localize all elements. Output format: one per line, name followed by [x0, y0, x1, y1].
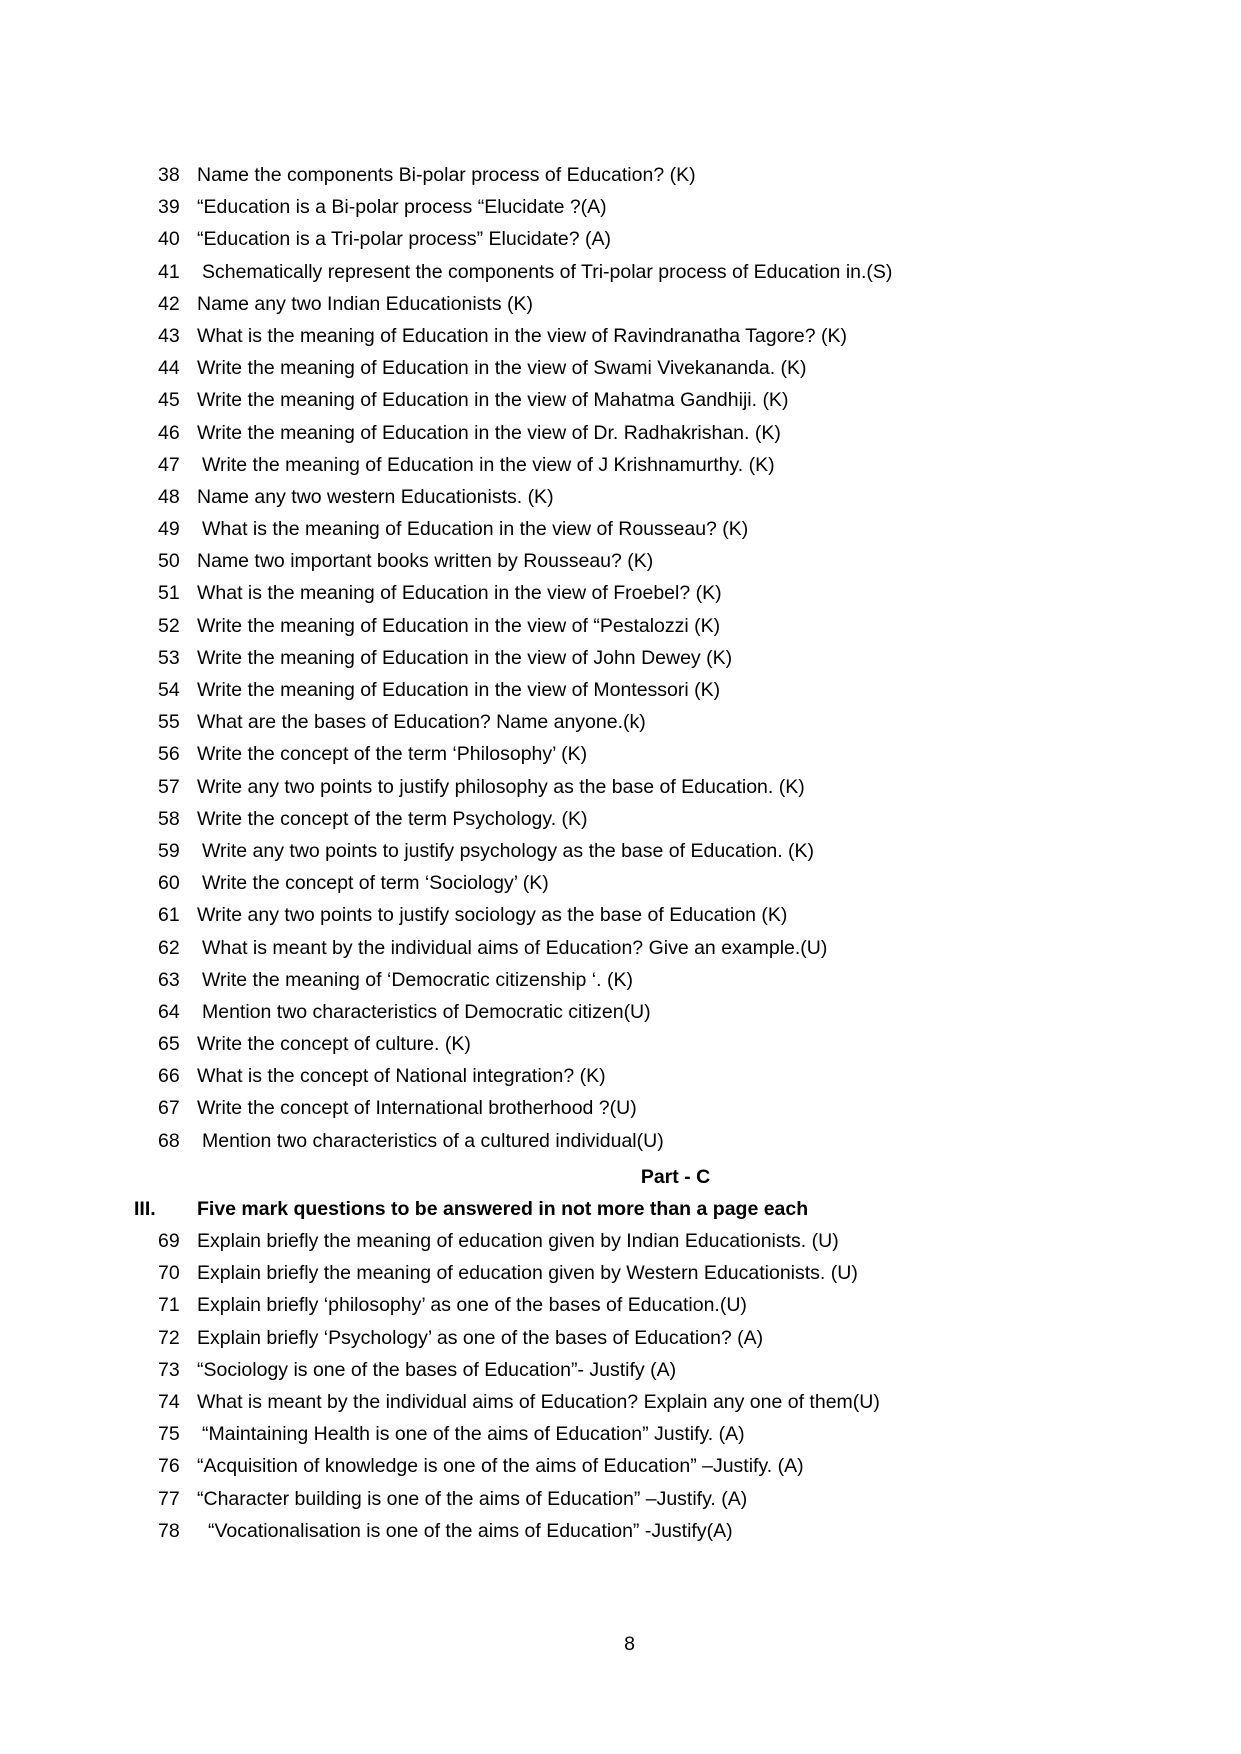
question-text: What is meant by the individual aims of Education? Give an example.(U) [202, 936, 828, 959]
part-c-heading: Part - C [640, 1166, 711, 1188]
question-number: 49 [158, 518, 180, 541]
list-item [0, 771, 1241, 803]
list-item [0, 706, 1241, 738]
question-text: What is the meaning of Education in the view of Ravindranatha Tagore? (K) [197, 324, 848, 347]
question-text: Write the meaning of Education in the view of Dr. Radhakrishan. (K) [197, 421, 781, 444]
question-text: Name the components Bi-polar process of Education? (K) [197, 164, 696, 186]
list-item [0, 738, 1241, 770]
section-title: Five mark questions to be answered in not more than a page each [197, 1198, 809, 1220]
list-item [0, 964, 1241, 996]
question-number: 51 [158, 582, 180, 605]
question-text: What is the meaning of Education in the view of Rousseau? (K) [202, 518, 749, 541]
question-text: Write any two points to justify psychology as the base of Education. (K) [202, 839, 815, 862]
question-text: Write the meaning of Education in the view of “Pestalozzi (K) [197, 614, 721, 637]
question-number: 61 [158, 904, 180, 927]
question-number: 64 [158, 1000, 180, 1023]
list-item [0, 1450, 1241, 1482]
question-number: 57 [158, 775, 180, 798]
list-item [0, 288, 1241, 320]
question-number: 53 [158, 646, 180, 669]
question-number: 65 [158, 1033, 180, 1056]
question-number: 67 [158, 1097, 180, 1120]
list-item [0, 1354, 1241, 1386]
question-text: Write the meaning of Education in the view of Montessori (K) [197, 679, 721, 701]
question-number: 50 [158, 550, 180, 573]
question-text: “Vocationalisation is one of the aims of Education” -Justify(A) [208, 1519, 733, 1542]
question-text: Explain briefly ‘philosophy’ as one of the bases of Education.(U) [197, 1294, 747, 1317]
list-item [0, 1092, 1241, 1124]
question-number: 76 [158, 1455, 180, 1478]
list-item [0, 932, 1241, 964]
question-number: 54 [158, 679, 180, 701]
question-number: 41 [158, 260, 180, 283]
question-text: Name two important books written by Rousseau? (K) [197, 550, 654, 573]
question-number: 47 [158, 453, 180, 476]
question-text: “Education is a Tri-polar process” Elucidate? (A) [197, 228, 612, 251]
question-number: 77 [158, 1487, 180, 1510]
question-number: 73 [158, 1358, 180, 1381]
question-number: 63 [158, 968, 180, 991]
question-number: 78 [158, 1519, 180, 1542]
question-number: 46 [158, 421, 180, 444]
question-number: 40 [158, 228, 180, 251]
list-item [0, 674, 1241, 706]
question-text: Explain briefly the meaning of education given by Indian Educationists. (U) [197, 1230, 839, 1252]
question-text: Write the concept of the term ‘Philosophy’ (K) [197, 743, 588, 766]
question-text: Explain briefly the meaning of education given by Western Educationists. (U) [197, 1262, 858, 1285]
question-text: What are the bases of Education? Name anyone.(k) [197, 711, 646, 734]
question-text: Write any two points to justify philosophy as the base of Education. (K) [197, 775, 805, 798]
list-item [0, 256, 1241, 288]
question-text: Write the meaning of ‘Democratic citizenship ‘. (K) [202, 968, 633, 991]
list-item [0, 417, 1241, 449]
question-text: “Maintaining Health is one of the aims of Education” Justify. (A) [202, 1423, 745, 1446]
question-number: 69 [158, 1230, 180, 1252]
question-number: 58 [158, 807, 180, 830]
question-text: What is the concept of National integration? (K) [197, 1065, 606, 1088]
list-item [0, 1125, 1241, 1157]
list-item [0, 1322, 1241, 1354]
question-text: What is the meaning of Education in the view of Froebel? (K) [197, 582, 722, 605]
list-item [0, 159, 1241, 191]
list-item [0, 835, 1241, 867]
list-item [0, 384, 1241, 416]
question-number: 42 [158, 292, 180, 315]
question-list-part-c [0, 1225, 1241, 1547]
question-number: 43 [158, 324, 180, 347]
question-text: Write any two points to justify sociology as the base of Education (K) [197, 904, 788, 927]
list-item [0, 545, 1241, 577]
question-number: 70 [158, 1262, 180, 1285]
list-item [0, 320, 1241, 352]
question-list-part-b [0, 159, 1241, 1157]
list-item [0, 1386, 1241, 1418]
question-number: 55 [158, 711, 180, 734]
section-header [0, 1195, 1241, 1223]
question-number: 68 [158, 1129, 180, 1152]
list-item [0, 1225, 1241, 1257]
question-number: 60 [158, 872, 180, 895]
question-number: 44 [158, 357, 180, 380]
question-text: Mention two characteristics of a cultured individual(U) [202, 1129, 664, 1152]
list-item [0, 899, 1241, 931]
question-number: 71 [158, 1294, 180, 1317]
list-item [0, 223, 1241, 255]
question-text: Name any two Indian Educationists (K) [197, 292, 533, 315]
list-item [0, 481, 1241, 513]
question-number: 56 [158, 743, 180, 766]
question-number: 72 [158, 1326, 180, 1349]
list-item [0, 610, 1241, 642]
question-text: “Character building is one of the aims of Education” –Justify. (A) [197, 1487, 748, 1510]
question-text: Write the concept of the term Psychology. (K) [197, 807, 588, 830]
list-item [0, 191, 1241, 223]
question-text: Write the meaning of Education in the view of Swami Vivekananda. (K) [197, 357, 807, 380]
list-item [0, 449, 1241, 481]
question-text: What is meant by the individual aims of Education? Explain any one of them(U) [197, 1390, 880, 1413]
question-text: Write the concept of culture. (K) [197, 1033, 471, 1056]
question-text: Write the meaning of Education in the view of John Dewey (K) [197, 646, 733, 669]
list-item [0, 513, 1241, 545]
question-text: Mention two characteristics of Democratic citizen(U) [202, 1000, 651, 1023]
question-number: 62 [158, 936, 180, 959]
list-item [0, 642, 1241, 674]
question-number: 38 [158, 164, 180, 186]
list-item [0, 577, 1241, 609]
question-number: 74 [158, 1390, 180, 1413]
section-number: III. [134, 1198, 156, 1220]
list-item [0, 1060, 1241, 1092]
list-item [0, 803, 1241, 835]
question-text: Name any two western Educationists. (K) [197, 485, 554, 508]
list-item [0, 1418, 1241, 1450]
question-text: “Education is a Bi-polar process “Elucidate ?(A) [197, 196, 607, 219]
question-number: 48 [158, 485, 180, 508]
list-item [0, 1483, 1241, 1515]
list-item [0, 1515, 1241, 1547]
question-text: “Acquisition of knowledge is one of the aims of Education” –Justify. (A) [197, 1455, 804, 1478]
question-number: 45 [158, 389, 180, 412]
page-number: 8 [624, 1633, 635, 1655]
list-item [0, 996, 1241, 1028]
list-item [0, 1289, 1241, 1321]
question-text: Write the meaning of Education in the view of Mahatma Gandhiji. (K) [197, 389, 789, 412]
question-text: Write the meaning of Education in the view of J Krishnamurthy. (K) [202, 453, 775, 476]
question-number: 66 [158, 1065, 180, 1088]
list-item [0, 1028, 1241, 1060]
question-number: 59 [158, 839, 180, 862]
question-text: Schematically represent the components of Tri-polar process of Education in.(S) [202, 260, 893, 283]
question-text: Explain briefly ‘Psychology’ as one of the bases of Education? (A) [197, 1326, 764, 1349]
list-item [0, 352, 1241, 384]
question-text: Write the concept of term ‘Sociology’ (K) [202, 872, 549, 895]
question-text: “Sociology is one of the bases of Education”- Justify (A) [197, 1358, 677, 1381]
question-number: 75 [158, 1423, 180, 1446]
question-number: 52 [158, 614, 180, 637]
question-text: Write the concept of International brotherhood ?(U) [197, 1097, 637, 1120]
question-number: 39 [158, 196, 180, 219]
list-item [0, 867, 1241, 899]
list-item [0, 1257, 1241, 1289]
